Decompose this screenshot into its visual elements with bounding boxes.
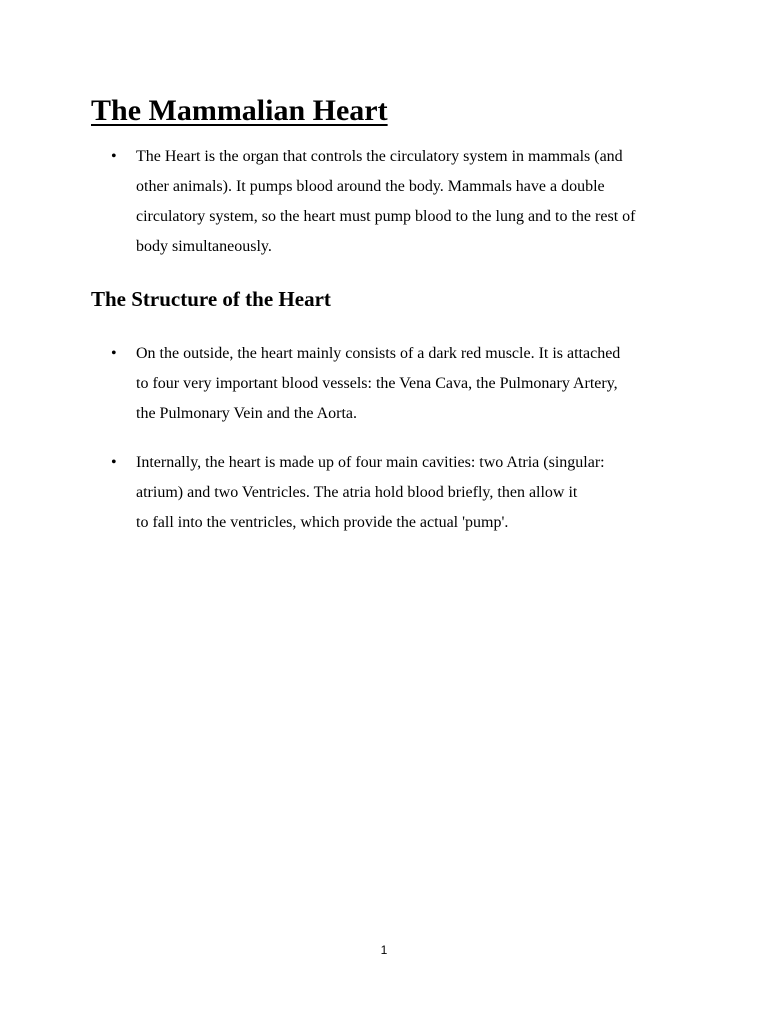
page-title: The Mammalian Heart bbox=[91, 94, 388, 127]
structure-bullet-text bbox=[136, 339, 681, 429]
structure-bullet-text bbox=[136, 448, 681, 538]
text-line: to fall into the ventricles, which provide the actual 'pump'. bbox=[136, 514, 509, 531]
section-heading: The Structure of the Heart bbox=[91, 287, 331, 311]
text-line: atrium) and two Ventricles. The atria hold blood briefly, then allow it bbox=[136, 484, 578, 501]
text-line: On the outside, the heart mainly consists of a dark red muscle. It is attached bbox=[136, 345, 621, 362]
text-line: to four very important blood vessels: the Vena Cava, the Pulmonary Artery, bbox=[136, 375, 618, 392]
intro-bullet-text bbox=[136, 142, 681, 262]
text-line: The Heart is the organ that controls the circulatory system in mammals (and bbox=[136, 148, 623, 165]
text-line: circulatory system, so the heart must pump blood to the lung and to the rest of bbox=[136, 208, 636, 225]
page-number: 1 bbox=[380, 943, 388, 957]
text-line: the Pulmonary Vein and the Aorta. bbox=[136, 405, 357, 422]
text-line: other animals). It pumps blood around the body. Mammals have a double bbox=[136, 178, 605, 195]
text-line: Internally, the heart is made up of four main cavities: two Atria (singular: bbox=[136, 454, 605, 471]
bullet-marker: • bbox=[111, 454, 117, 471]
text-line: body simultaneously. bbox=[136, 238, 272, 255]
bullet-marker: • bbox=[111, 345, 117, 362]
bullet-marker: • bbox=[111, 148, 117, 165]
